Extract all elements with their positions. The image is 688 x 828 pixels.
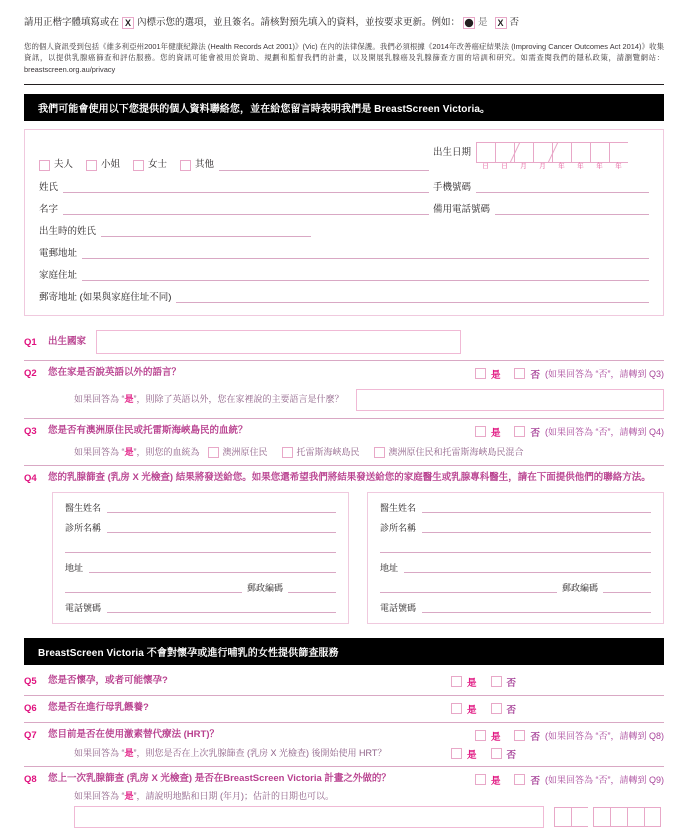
doctor1-clinic-row [65, 522, 336, 533]
q8-yes-label: 是 [490, 775, 501, 787]
email-input[interactable] [82, 248, 649, 259]
dob-year-3[interactable]: 年 [590, 142, 609, 171]
q8-location-input[interactable] [74, 806, 544, 828]
doctor-name-label: 醫生姓名 [380, 502, 417, 513]
example-no-label: 否 [509, 17, 520, 28]
home-address-input[interactable] [82, 270, 649, 281]
doctor-card-1 [52, 492, 349, 624]
q7-label: 您目前是否在使用激素替代療法 (HRT)？ [48, 728, 219, 740]
q3-option-1-checkbox[interactable] [282, 447, 293, 458]
checkbox-icon[interactable] [39, 160, 50, 171]
birth-surname-label: 出生時的姓氏 [39, 226, 97, 238]
title-option-2[interactable] [133, 160, 167, 171]
surname-input[interactable] [63, 182, 429, 193]
alt-phone-label: 備用電話號碼 [433, 204, 491, 216]
doctor1-name-row [65, 502, 336, 513]
clinic-name-label: 診所名稱 [380, 522, 417, 533]
doctor1-address-input-2[interactable] [65, 582, 242, 593]
q8-year-1[interactable] [593, 807, 610, 827]
surname-label: 姓氏 [39, 182, 59, 194]
question-q2 [24, 361, 664, 387]
q3-number: Q3 [24, 425, 37, 437]
q5-label: 您是否懷孕，或者可能懷孕? [48, 674, 168, 686]
q2-sub-label: 如果回答為 “是”，則除了英語以外，您在家裡說的主要語言是什麼？ [74, 393, 344, 404]
q3-goto-note: (如果回答為 “否”，請轉到 Q4) [545, 427, 664, 438]
postal-address-input[interactable] [176, 292, 649, 303]
q8-label: 您上一次乳腺篩查 (乳房 X 光檢查) 是否在BreastScreen Victoria 計畫之外做的？ [48, 772, 391, 784]
question-q7 [24, 723, 664, 745]
q2-no-checkbox[interactable] [514, 368, 525, 379]
example-yes-label: 是 [478, 17, 488, 28]
q2-no-label: 否 [530, 369, 540, 381]
question-q3 [24, 419, 664, 445]
doctor2-phone-input[interactable] [422, 602, 651, 613]
contact-banner: 我們可能會使用以下您提供的個人資料聯絡您，並在給您留言時表明我們是 BreastScreen Victoria。 [24, 94, 664, 121]
doctor2-name-input[interactable] [422, 502, 651, 513]
q7-yes-checkbox[interactable] [475, 730, 486, 741]
dob-year-4[interactable]: 年 [609, 142, 628, 171]
q7-no-checkbox[interactable] [514, 730, 525, 741]
q3-no-checkbox[interactable] [514, 426, 525, 437]
email-row [39, 248, 649, 259]
question-q2-sub [24, 387, 664, 418]
dob-month-2[interactable]: 月 [533, 142, 552, 171]
q2-yes-label: 是 [490, 369, 501, 381]
q7-yes-label: 是 [490, 731, 501, 743]
doctor2-clinic-row [380, 522, 651, 533]
q6-number: Q6 [24, 702, 37, 714]
q7-no-label: 否 [530, 731, 540, 743]
title-label: 夫人 [54, 159, 74, 171]
doctor2-address-input-2[interactable] [380, 582, 557, 593]
doctor2-name-row [380, 502, 651, 513]
q5-number: Q5 [24, 675, 37, 687]
q2-number: Q2 [24, 367, 37, 379]
questions-section-b [24, 669, 664, 828]
doctor2-clinic-input-2[interactable] [380, 542, 651, 553]
q8-year-3[interactable] [627, 807, 644, 827]
privacy-paragraph: 您的個人資訊受到包括《維多利亞州2001年健康紀錄法 (Health Records Act 2001)》(Vic) 在內的法律保護。我們必須根據《2014年改善癌症結果法 (Improving Cancer Outcomes Act 2014)》收集資訊，以提供乳腺癌篩查和評估服務。您的資訊可能會被用於資助、規劃和監督我們的計畫，以及開展乳腺癌及乳腺篩查方面的培訓和研究。如需查閱我們的隱私政策，請瀏覽網站：breastscreen.org.au/privacy [24, 41, 664, 74]
title-option-0[interactable] [39, 160, 73, 171]
question-q6 [24, 696, 664, 722]
mobile-label: 手機號碼 [433, 182, 472, 194]
doctor2-clinic-input[interactable] [422, 522, 651, 533]
q8-sub-label: 如果回答為 “是”，請說明地點和日期 (年月)；估計的日期也可以。 [74, 790, 335, 801]
postal-address-label: 郵寄地址 (如果與家庭住址不同) [39, 292, 172, 304]
q8-goto-note: (如果回答為 “否”，請轉到 Q9) [545, 775, 664, 786]
mobile-input[interactable] [476, 182, 649, 193]
doctor2-address-row [380, 562, 651, 573]
q4-label: 您的乳腺篩查 (乳房 X 光檢查) 結果將發送給您。如果您還希望我們將結果發送給您的家庭醫生或乳腺專科醫生，請在下面提供他們的聯絡方法。 [48, 472, 651, 484]
firstname-altphone-row [39, 204, 649, 215]
q3-sub-label: 如果回答為 “是”，則您的血統為 [74, 446, 200, 457]
dob-day-1[interactable]: 日 [476, 142, 495, 171]
doctor1-name-input[interactable] [107, 502, 336, 513]
q2-label: 您在家是否說英語以外的語言？ [48, 366, 182, 378]
postal-address-row [39, 292, 649, 303]
email-label: 電郵地址 [39, 248, 78, 260]
title-other-input[interactable] [219, 160, 429, 171]
question-q4 [24, 466, 664, 486]
dob-boxes[interactable] [476, 142, 628, 171]
address-label: 地址 [380, 562, 399, 573]
doctor2-postcode-input[interactable] [603, 582, 651, 593]
home-address-row [39, 270, 649, 281]
q5-answers [451, 675, 664, 689]
q1-country-input[interactable] [96, 330, 461, 354]
title-option-3[interactable] [180, 160, 429, 171]
dob-year-1[interactable]: 年 [552, 142, 571, 171]
q3-yes-checkbox[interactable] [475, 426, 486, 437]
q3-answers [475, 425, 664, 439]
doctor-name-label: 醫生姓名 [65, 502, 102, 513]
doctor-card-2 [367, 492, 664, 624]
title-and-dob-row [39, 142, 649, 171]
q8-year-4[interactable] [644, 807, 661, 827]
q3-option-0-checkbox[interactable] [208, 447, 219, 458]
postcode-label: 郵政編碼 [246, 582, 283, 593]
title-label: 女士 [148, 159, 168, 171]
birth-surname-row [39, 226, 649, 237]
firstname-input[interactable] [63, 204, 429, 215]
q7-sub-no-checkbox[interactable] [491, 748, 502, 759]
q8-no-label: 否 [530, 775, 540, 787]
q3-no-label: 否 [530, 427, 540, 439]
checkbox-icon[interactable] [180, 160, 191, 171]
doctor1-clinic-row-2 [65, 542, 336, 553]
q6-yes-label: 是 [467, 704, 477, 716]
q3-yes-label: 是 [490, 427, 501, 439]
q7-number: Q7 [24, 729, 37, 741]
q5-yes-label: 是 [467, 677, 477, 689]
title-label: 小姐 [101, 159, 121, 171]
q7-sub-no-label: 否 [506, 749, 517, 761]
instruction-text-before: 請用正楷字體填寫或在 [24, 17, 120, 28]
example-x-box [122, 17, 134, 29]
doctor1-phone-input[interactable] [107, 602, 336, 613]
postcode-label: 郵政編碼 [561, 582, 598, 593]
q7-goto-note: (如果回答為 “否”，請轉到 Q8) [545, 731, 664, 742]
q8-date-boxes[interactable] [554, 807, 661, 827]
doctor1-postcode-row [65, 582, 336, 593]
q6-no-checkbox[interactable] [491, 703, 502, 714]
q7-sub-label: 如果回答為 “是”，則您是否在上次乳腺篩查 (乳房 X 光檢查) 後開始使用 HRT？ [74, 747, 387, 758]
q1-number: Q1 [24, 336, 37, 348]
doctor1-clinic-input[interactable] [107, 522, 336, 533]
q2-language-input[interactable] [356, 389, 664, 411]
doctor1-phone-row [65, 602, 336, 613]
q6-label: 您是否在進行母乳餵養? [48, 701, 149, 713]
instruction-text-after: 內標示您的選項，並且簽名。請核對預先填入的資料，並按要求更新。例如： [137, 17, 461, 28]
q2-goto-note: (如果回答為 “否”，請轉到 Q3) [545, 369, 664, 380]
q6-answers [451, 702, 664, 716]
q5-no-checkbox[interactable] [491, 676, 502, 687]
q8-month-2[interactable] [571, 807, 588, 827]
doctor-contact-cards [24, 487, 664, 624]
q7-sub-yes-label: 是 [467, 749, 477, 761]
q8-yes-checkbox[interactable] [475, 774, 486, 785]
dob-day-2[interactable]: 日 [495, 142, 514, 171]
q8-number: Q8 [24, 773, 37, 785]
q3-label: 您是否有澳洲原住民或托雷斯海峽島民的血統？ [48, 424, 248, 436]
doctor2-clinic-row-2 [380, 542, 651, 553]
surname-mobile-row [39, 182, 649, 193]
title-option-1[interactable] [86, 160, 120, 171]
q3-option-0-label: 澳洲原住民 [222, 446, 268, 457]
q4-number: Q4 [24, 473, 37, 485]
questions-section-a [24, 328, 664, 624]
firstname-label: 名字 [39, 204, 59, 216]
q7-answers [475, 729, 664, 743]
question-q8 [24, 767, 664, 789]
clinic-name-label: 診所名稱 [65, 522, 102, 533]
question-q7-sub [24, 745, 664, 766]
instruction-line [24, 0, 664, 30]
doctor2-postcode-row [380, 582, 651, 593]
q6-no-label: 否 [506, 704, 517, 716]
question-q3-sub [24, 445, 664, 466]
checkbox-icon[interactable] [133, 160, 144, 171]
doctor1-address-row [65, 562, 336, 573]
q8-month-1[interactable] [554, 807, 571, 827]
q7-sub-yes-checkbox[interactable] [451, 748, 462, 759]
q3-option-2-checkbox[interactable] [374, 447, 385, 458]
q6-yes-checkbox[interactable] [451, 703, 462, 714]
q8-year-2[interactable] [610, 807, 627, 827]
q7-sub-answers [451, 747, 664, 761]
q5-yes-checkbox[interactable] [451, 676, 462, 687]
phone-label: 電話號碼 [65, 602, 102, 613]
doctor1-address-input[interactable] [89, 562, 336, 573]
address-label: 地址 [65, 562, 84, 573]
phone-label: 電話號碼 [380, 602, 417, 613]
question-q1 [24, 328, 664, 360]
q8-detail-row [24, 806, 664, 828]
q8-answers [475, 773, 664, 787]
dob-label: 出生日期 [433, 147, 472, 159]
q3-option-2-label: 澳洲原住民和托雷斯海峽島民混合 [388, 446, 524, 457]
checkbox-icon[interactable] [86, 160, 97, 171]
divider-top [24, 84, 664, 85]
question-q8-sub [24, 789, 664, 807]
doctor2-phone-row [380, 602, 651, 613]
q1-label: 出生國家 [48, 335, 87, 347]
pregnancy-banner: BreastScreen Victoria 不會對懷孕或進行哺乳的女性提供篩查服務 [24, 638, 664, 665]
doctor2-address-input[interactable] [404, 562, 651, 573]
example-x-box-2: X [495, 17, 507, 29]
title-label: 其他 [195, 159, 215, 171]
home-address-label: 家庭住址 [39, 270, 78, 282]
q2-yes-checkbox[interactable] [475, 368, 486, 379]
q2-answers [475, 367, 664, 381]
example-scribbled-box [463, 17, 475, 29]
q5-no-label: 否 [506, 677, 517, 689]
doctor1-clinic-input-2[interactable] [65, 542, 336, 553]
q8-no-checkbox[interactable] [514, 774, 525, 785]
dob-year-2[interactable]: 年 [571, 142, 590, 171]
question-q5 [24, 669, 664, 695]
alt-phone-input[interactable] [495, 204, 649, 215]
dob-month-1[interactable]: 月 [514, 142, 533, 171]
doctor1-postcode-input[interactable] [288, 582, 336, 593]
birth-surname-input[interactable] [101, 226, 311, 237]
x-glyph: X [125, 17, 132, 28]
q3-option-1-label: 托雷斯海峽島民 [296, 446, 360, 457]
personal-details-card [24, 129, 664, 316]
